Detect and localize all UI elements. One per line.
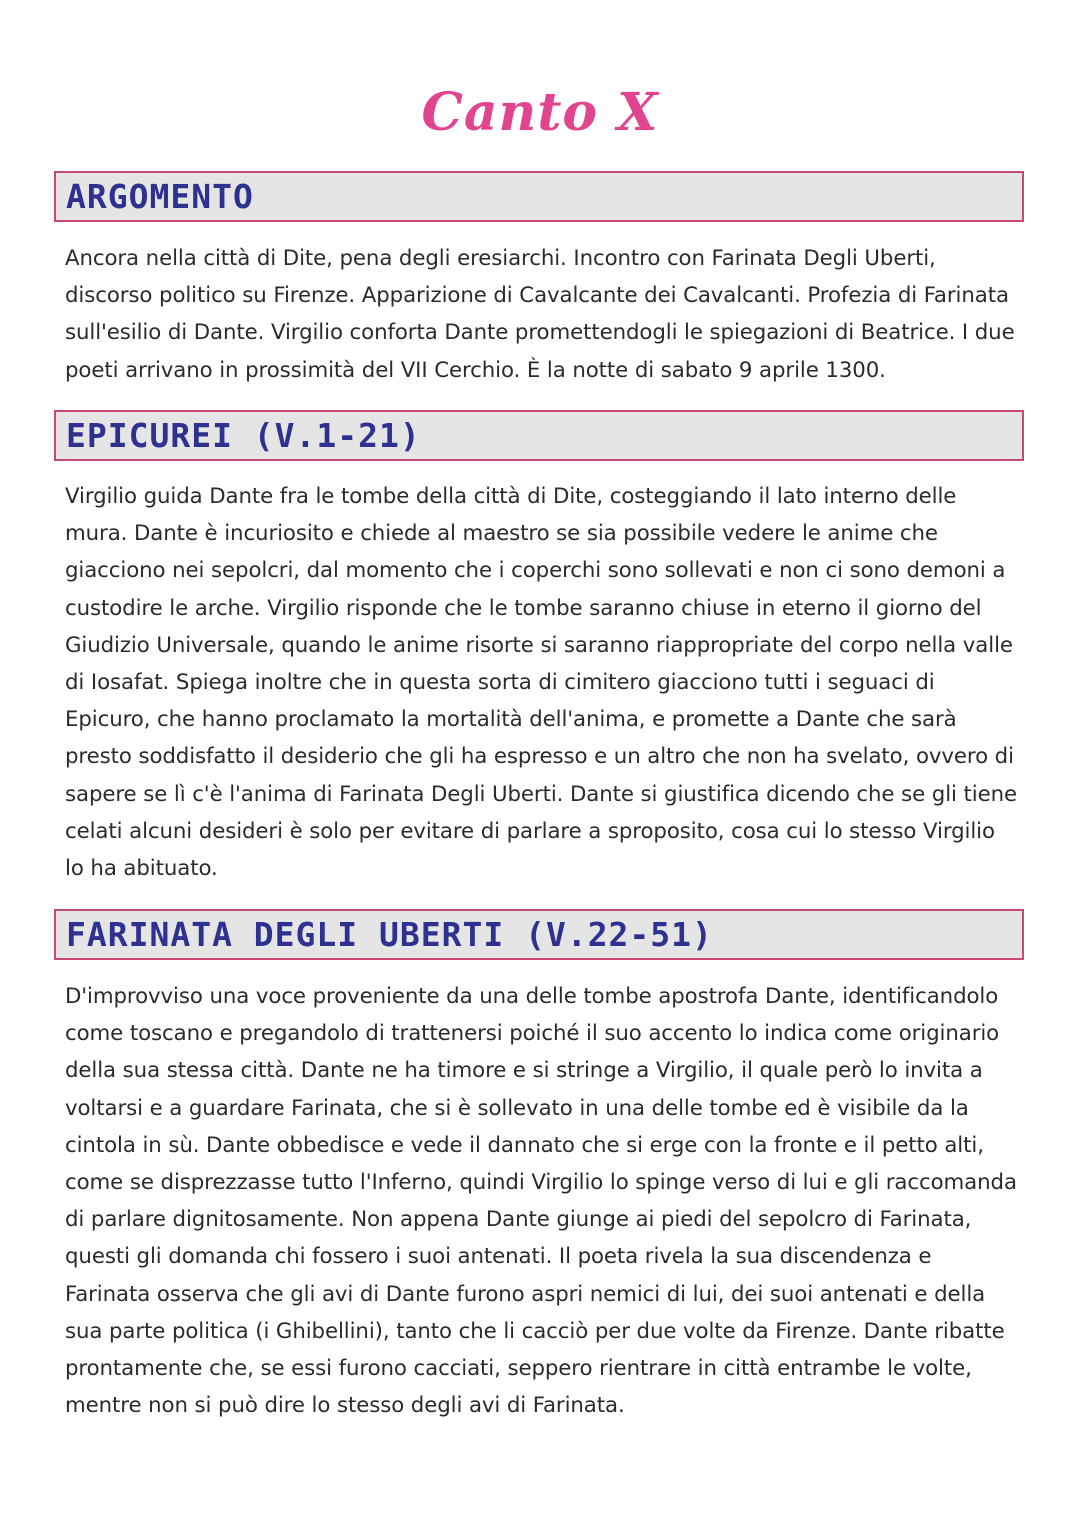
section-heading: FARINATA DEGLI UBERTI (V.22-51) <box>66 915 713 954</box>
section-heading: ARGOMENTO <box>66 177 254 216</box>
section-body-argomento: Ancora nella città di Dite, pena degli eresiarchi. Incontro con Farinata Degli Uberti, discorso politico su Firenze. Apparizione di Cavalcante dei Cavalcanti. Profezia di Farinata sull'esilio di Dante. Virgilio conforta Dante promettendogli le spiegazioni di Beatrice. I due poeti arrivano in prossimità del VII Cerchio. È la notte di sabato 9 aprile 1300. <box>65 246 1015 383</box>
page-title: Canto X <box>421 82 659 143</box>
section-heading: EPICUREI (V.1-21) <box>66 416 421 455</box>
section-header-farinata <box>54 909 1024 960</box>
section-body-farinata: D'improvviso una voce proveniente da una delle tombe apostrofa Dante, identificandolo come toscano e pregandolo di trattenersi poiché il suo accento lo indica come originario della sua stessa città. Dante ne ha timore e si stringe a Virgilio, il quale però lo invita a voltarsi e a guardare Farinata, che si è sollevato in una delle tombe ed è visibile da la cintola in sù. Dante obbedisce e vede il dannato che si erge con la fronte e il petto alti, come se disprezzasse tutto l'Inferno, quindi Virgilio lo spinge verso di lui e gli raccomanda di parlare dignitosamente. Non appena Dante giunge ai piedi del sepolcro di Farinata, questi gli domanda chi fossero i suoi antenati. Il poeta rivela la sua discendenza e Farinata osserva che gli avi di Dante furono aspri nemici di lui, dei suoi antenati e della sua parte politica (i Ghibellini), tanto che li cacciò per due volte da Firenze. Dante ribatte prontamente che, se essi furono cacciati, seppero rientrare in città entrambe le volte, mentre non si può dire lo stesso degli avi di Farinata. <box>65 984 1017 1419</box>
section-header-argomento <box>54 171 1024 222</box>
section-body-epicurei: Virgilio guida Dante fra le tombe della città di Dite, costeggiando il lato interno delle mura. Dante è incuriosito e chiede al maestro se sia possibile vedere le anime che giacciono nei sepolcri, dal momento che i coperchi sono sollevati e non ci sono demoni a custodire le arche. Virgilio risponde che le tombe saranno chiuse in eterno il giorno del Giudizio Universale, quando le anime risorte si saranno riappropriate del corpo nella valle di Iosafat. Spiega inoltre che in questa sorta di cimitero giacciono tutti i seguaci di Epicuro, che hanno proclamato la mortalità dell'anima, e promette a Dante che sarà presto soddisfatto il desiderio che gli ha espresso e un altro che non ha svelato, ovvero di sapere se lì c'è l'anima di Farinata Degli Uberti. Dante si giustifica dicendo che se gli tiene celati alcuni desideri è solo per evitare di parlare a sproposito, cosa cui lo stesso Virgilio lo ha abituato. <box>65 484 1017 882</box>
section-header-epicurei <box>54 410 1024 461</box>
